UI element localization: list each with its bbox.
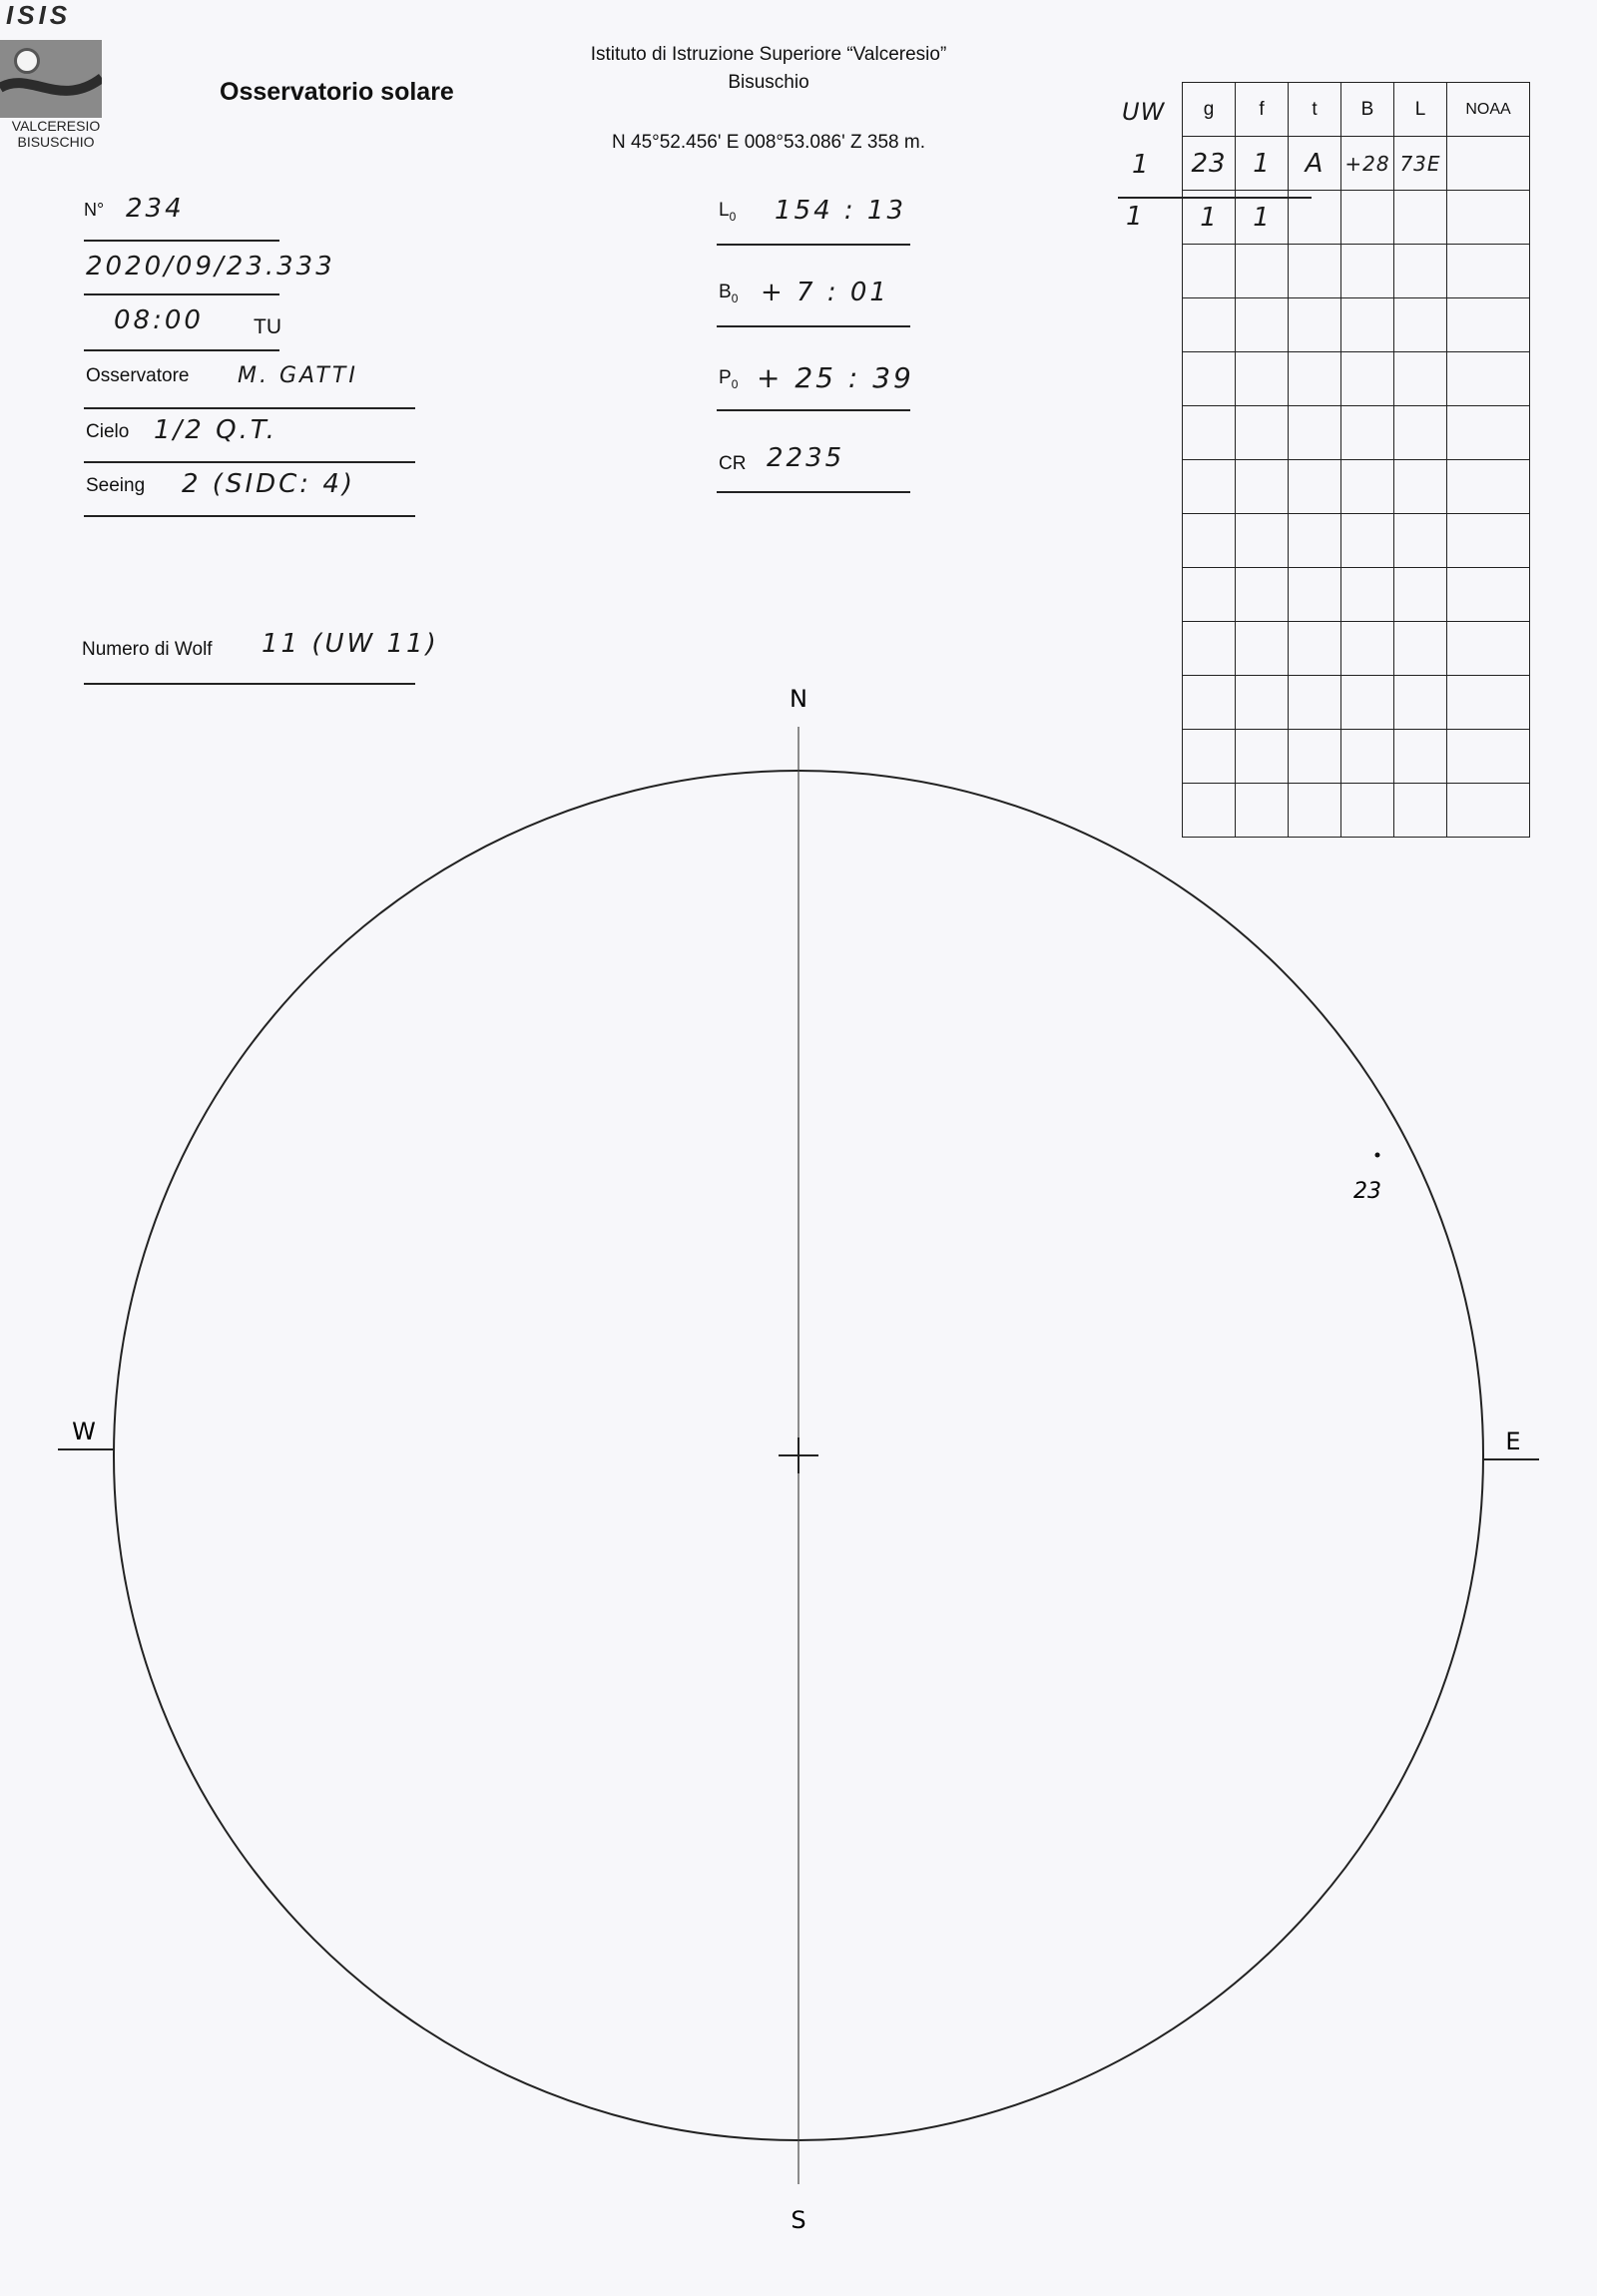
- row1-f: 1: [1236, 137, 1289, 191]
- row1-b: +28: [1341, 137, 1394, 191]
- institute-name: Istituto di Istruzione Superiore “Valceresio”: [590, 44, 947, 65]
- p0-letter: P: [719, 367, 732, 388]
- observer-label: Osservatore: [86, 365, 190, 386]
- b0-subscript: 0: [731, 290, 739, 305]
- sky-label: Cielo: [86, 421, 130, 442]
- wolf-value: 11 (UW 11): [262, 629, 439, 659]
- logo-text: ISIS: [6, 0, 72, 30]
- east-label: E: [1505, 1428, 1521, 1455]
- time-zone: TU: [254, 315, 281, 338]
- total-uw: 1: [1126, 202, 1146, 232]
- north-label: N: [790, 685, 807, 713]
- header-b: B: [1341, 83, 1394, 137]
- sunspot-group-label: 23: [1353, 1179, 1381, 1204]
- south-label: S: [791, 2206, 806, 2234]
- header-noaa: NOAA: [1447, 83, 1530, 137]
- uw-column-label: UW: [1122, 98, 1166, 126]
- page-title: Osservatorio solare: [220, 78, 454, 106]
- l0-value: 154 : 13: [775, 196, 906, 226]
- header-t: t: [1289, 83, 1341, 137]
- sunspot-mark: [1375, 1153, 1380, 1158]
- l0-letter: L: [719, 200, 730, 221]
- number-value: 234: [126, 194, 185, 224]
- seeing-value: 2 (SIDC: 4): [182, 469, 356, 499]
- header-g: g: [1183, 83, 1236, 137]
- institute-town: Bisuschio: [728, 72, 809, 93]
- sky-value: 1/2 Q.T.: [154, 415, 277, 445]
- p0-value: + 25 : 39: [757, 361, 914, 394]
- row1-uw: 1: [1132, 150, 1152, 180]
- date-value: 2020/09/23.333: [86, 252, 335, 282]
- header-l: L: [1394, 83, 1447, 137]
- logo-line-1: VALCERESIO: [11, 118, 101, 134]
- logo-line-2: BISUSCHIO: [17, 134, 95, 150]
- number-label: N°: [84, 200, 105, 220]
- cr-label: CR: [719, 453, 747, 474]
- p0-subscript: 0: [731, 376, 739, 391]
- b0-letter: B: [719, 282, 732, 302]
- row1-g: 23: [1183, 137, 1236, 191]
- cr-value: 2235: [767, 443, 845, 473]
- header-f: f: [1236, 83, 1289, 137]
- observatory-coordinates: N 45°52.456' E 008°53.086' Z 358 m.: [612, 132, 925, 153]
- b0-value: + 7 : 01: [761, 278, 889, 307]
- west-label: W: [72, 1418, 96, 1445]
- row1-l: 73E: [1394, 137, 1447, 191]
- l0-subscript: 0: [729, 209, 737, 224]
- total-f: 1: [1236, 191, 1289, 245]
- total-g: 1: [1183, 191, 1236, 245]
- time-value: 08:00: [114, 305, 204, 335]
- row1-t: A: [1289, 137, 1341, 191]
- wolf-label: Numero di Wolf: [82, 639, 213, 660]
- observer-value: M. GATTI: [238, 363, 358, 388]
- seeing-label: Seeing: [86, 475, 146, 496]
